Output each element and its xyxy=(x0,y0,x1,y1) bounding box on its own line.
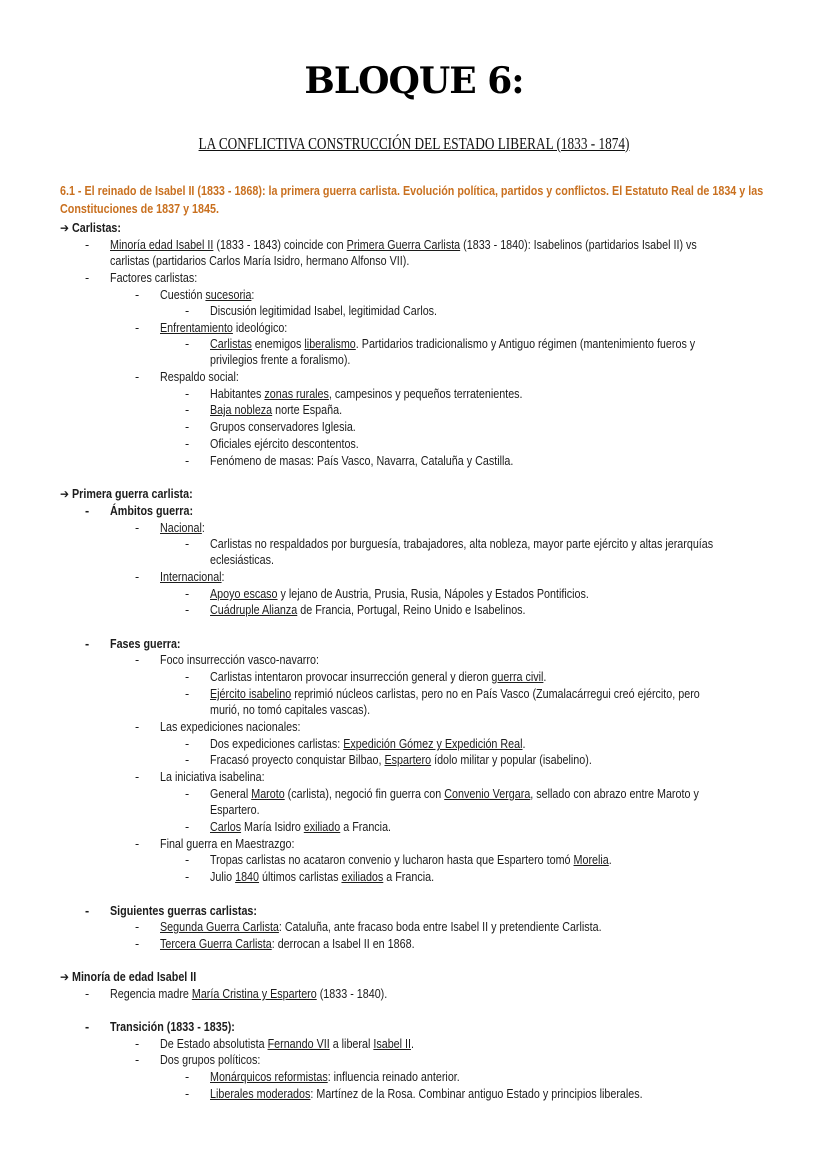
expediciones-nacionales: Las expediciones nacionales: xyxy=(160,720,301,734)
page-title: BLOQUE 6: xyxy=(304,60,524,102)
bullet-dash: - xyxy=(185,437,190,451)
bullet-dash: - xyxy=(185,1070,190,1084)
section-heading: 6.1 - El reinado de Isabel II (1833 - 1868): la primera guerra carlista. Evolución política, partidos y conflictos. El Estatuto Real de 1834 y las Constituciones de 1837 y 1845. xyxy=(60,184,764,216)
bullet-dash: - xyxy=(85,238,90,252)
discusion-legitimidad: Discusión legitimidad Isabel, legitimidad Carlos. xyxy=(210,304,438,318)
bullet-dash: - xyxy=(135,837,140,851)
bullet-dash: - xyxy=(185,737,190,751)
siguientes-guerras: Siguientes guerras carlistas: xyxy=(110,904,257,918)
bullet-dash: - xyxy=(185,537,190,551)
bullet-dash: - xyxy=(135,370,140,384)
bullet-dash: - xyxy=(185,753,190,767)
nacional-line-2: eclesiásticas. xyxy=(210,553,274,567)
carlistas-enemigos-line-2: privilegios frente a foralismo). xyxy=(210,353,351,367)
bullet-dash: - xyxy=(135,321,140,335)
bullet-dash: - xyxy=(135,288,140,302)
ambito-nacional: Nacional: xyxy=(160,521,205,535)
minoria-coincide-line: Minoría edad Isabel II (1833 - 1843) coincide con Primera Guerra Carlista (1833 - 1840): Isabelinos (partidarios Isabel II) vs xyxy=(110,238,697,252)
dos-grupos: Dos grupos políticos: xyxy=(160,1053,261,1067)
final-item-2: Julio 1840 últimos carlistas exiliados a Francia. xyxy=(210,870,435,884)
bullet-dash: - xyxy=(185,787,190,801)
expediciones-item-1: Dos expediciones carlistas: Expedición Gómez y Expedición Real. xyxy=(210,737,526,751)
foco-item-1: Carlistas intentaron provocar insurrección general y dieron guerra civil. xyxy=(210,670,547,684)
nacional-line-1: Carlistas no respaldados por burguesía, trabajadores, alta nobleza, mayor parte ejército y altas jerarquías xyxy=(210,537,714,551)
ambitos-guerra: Ámbitos guerra: xyxy=(110,504,194,518)
bullet-dash: - xyxy=(185,304,190,318)
carlistas-heading: ➔ Carlistas: xyxy=(60,221,121,235)
final-maestrazgo: Final guerra en Maestrazgo: xyxy=(160,837,295,851)
baja-nobleza: Baja nobleza norte España. xyxy=(210,403,343,417)
cuadruple-alianza: Cuádruple Alianza de Francia, Portugal, Reino Unido e Isabelinos. xyxy=(210,603,526,617)
iniciativa-isabelina: La iniciativa isabelina: xyxy=(160,770,265,784)
foco-item-2-line-2: murió, no tomó capitales vascas). xyxy=(210,703,371,717)
bullet-dash: - xyxy=(185,853,190,867)
primera-guerra-heading: ➔ Primera guerra carlista: xyxy=(60,487,193,501)
tercera-guerra: Tercera Guerra Carlista: derrocan a Isabel II en 1868. xyxy=(160,937,415,951)
bullet-dash: - xyxy=(185,820,190,834)
bullet-dash: - xyxy=(185,403,190,417)
fenomeno-masas: Fenómeno de masas: País Vasco, Navarra, Cataluña y Castilla. xyxy=(210,454,514,468)
minoria-coincide-line-2: carlistas (partidarios Carlos María Isidro, hermano Alfonso VII). xyxy=(110,254,410,268)
bullet-dash: - xyxy=(85,637,90,651)
iniciativa-item-1: General Maroto (carlista), negoció fin guerra con Convenio Vergara, sellado con abrazo entre Maroto y xyxy=(210,787,699,801)
liberales-moderados: Liberales moderados: Martínez de la Rosa. Combinar antiguo Estado y principios liberales. xyxy=(210,1087,643,1101)
ambito-internacional: Internacional: xyxy=(160,570,225,584)
bullet-dash: - xyxy=(85,271,90,285)
foco-item-2: Ejército isabelino reprimió núcleos carlistas, pero no en País Vasco (Zumalacárregui creó ejército, pero xyxy=(210,687,700,701)
regencia-madre: Regencia madre María Cristina y Espartero (1833 - 1840). xyxy=(110,987,388,1001)
habitantes-rurales: Habitantes zonas rurales, campesinos y pequeños terratenientes. xyxy=(210,387,523,401)
bullet-dash: - xyxy=(85,904,90,918)
apoyo-escaso: Apoyo escaso y lejano de Austria, Prusia, Rusia, Nápoles y Estados Pontificios. xyxy=(210,587,589,601)
bullet-dash: - xyxy=(85,1020,90,1034)
bullet-dash: - xyxy=(135,937,140,951)
bullet-dash: - xyxy=(85,987,90,1001)
bullet-dash: - xyxy=(185,587,190,601)
bullet-dash: - xyxy=(185,670,190,684)
bullet-dash: - xyxy=(135,521,140,535)
bullet-dash: - xyxy=(135,653,140,667)
bullet-dash: - xyxy=(185,454,190,468)
carlistas-enemigos-line: Carlistas enemigos liberalismo. Partidarios tradicionalismo y Antiguo régimen (mantenimiento fueros y xyxy=(210,337,696,351)
estado-absolutista: De Estado absolutista Fernando VII a liberal Isabel II. xyxy=(160,1037,414,1051)
cuestion-sucesoria: Cuestión sucesoria: xyxy=(160,288,255,302)
bullet-dash: - xyxy=(185,1087,190,1101)
bullet-dash: - xyxy=(135,1037,140,1051)
enfrentamiento-ideologico: Enfrentamiento ideológico: xyxy=(160,321,288,335)
monarquicos-reformistas: Monárquicos reformistas: influencia reinado anterior. xyxy=(210,1070,460,1084)
bullet-dash: - xyxy=(135,770,140,784)
iniciativa-item-2: Carlos María Isidro exiliado a Francia. xyxy=(210,820,392,834)
bullet-dash: - xyxy=(85,504,90,518)
segunda-guerra: Segunda Guerra Carlista: Cataluña, ante fracaso boda entre Isabel II y pretendiente Carlista. xyxy=(160,920,602,934)
respaldo-social: Respaldo social: xyxy=(160,370,239,384)
factores-carlistas: Factores carlistas: xyxy=(110,271,198,285)
fases-guerra: Fases guerra: xyxy=(110,637,181,651)
page-subtitle: LA CONFLICTIVA CONSTRUCCIÓN DEL ESTADO LIBERAL (1833 - 1874) xyxy=(198,134,630,153)
transicion-heading: Transición (1833 - 1835): xyxy=(110,1020,235,1034)
minoria-heading: ➔ Minoría de edad Isabel II xyxy=(60,970,197,984)
final-item-1: Tropas carlistas no acataron convenio y lucharon hasta que Espartero tomó Morelia. xyxy=(210,853,612,867)
bullet-dash: - xyxy=(135,720,140,734)
grupos-conservadores: Grupos conservadores Iglesia. xyxy=(210,420,356,434)
bullet-dash: - xyxy=(135,920,140,934)
bullet-dash: - xyxy=(185,870,190,884)
expediciones-item-2: Fracasó proyecto conquistar Bilbao, Espartero ídolo militar y popular (isabelino). xyxy=(210,753,592,767)
bullet-dash: - xyxy=(185,337,190,351)
bullet-dash: - xyxy=(135,570,140,584)
oficiales-ejercito: Oficiales ejército descontentos. xyxy=(210,437,359,451)
bullet-dash: - xyxy=(185,603,190,617)
bullet-dash: - xyxy=(135,1053,140,1067)
bullet-dash: - xyxy=(185,687,190,701)
bullet-dash: - xyxy=(185,387,190,401)
bullet-dash: - xyxy=(185,420,190,434)
foco-insurreccion: Foco insurrección vasco-navarro: xyxy=(160,653,319,667)
iniciativa-item-1-line-2: Espartero. xyxy=(210,803,260,817)
